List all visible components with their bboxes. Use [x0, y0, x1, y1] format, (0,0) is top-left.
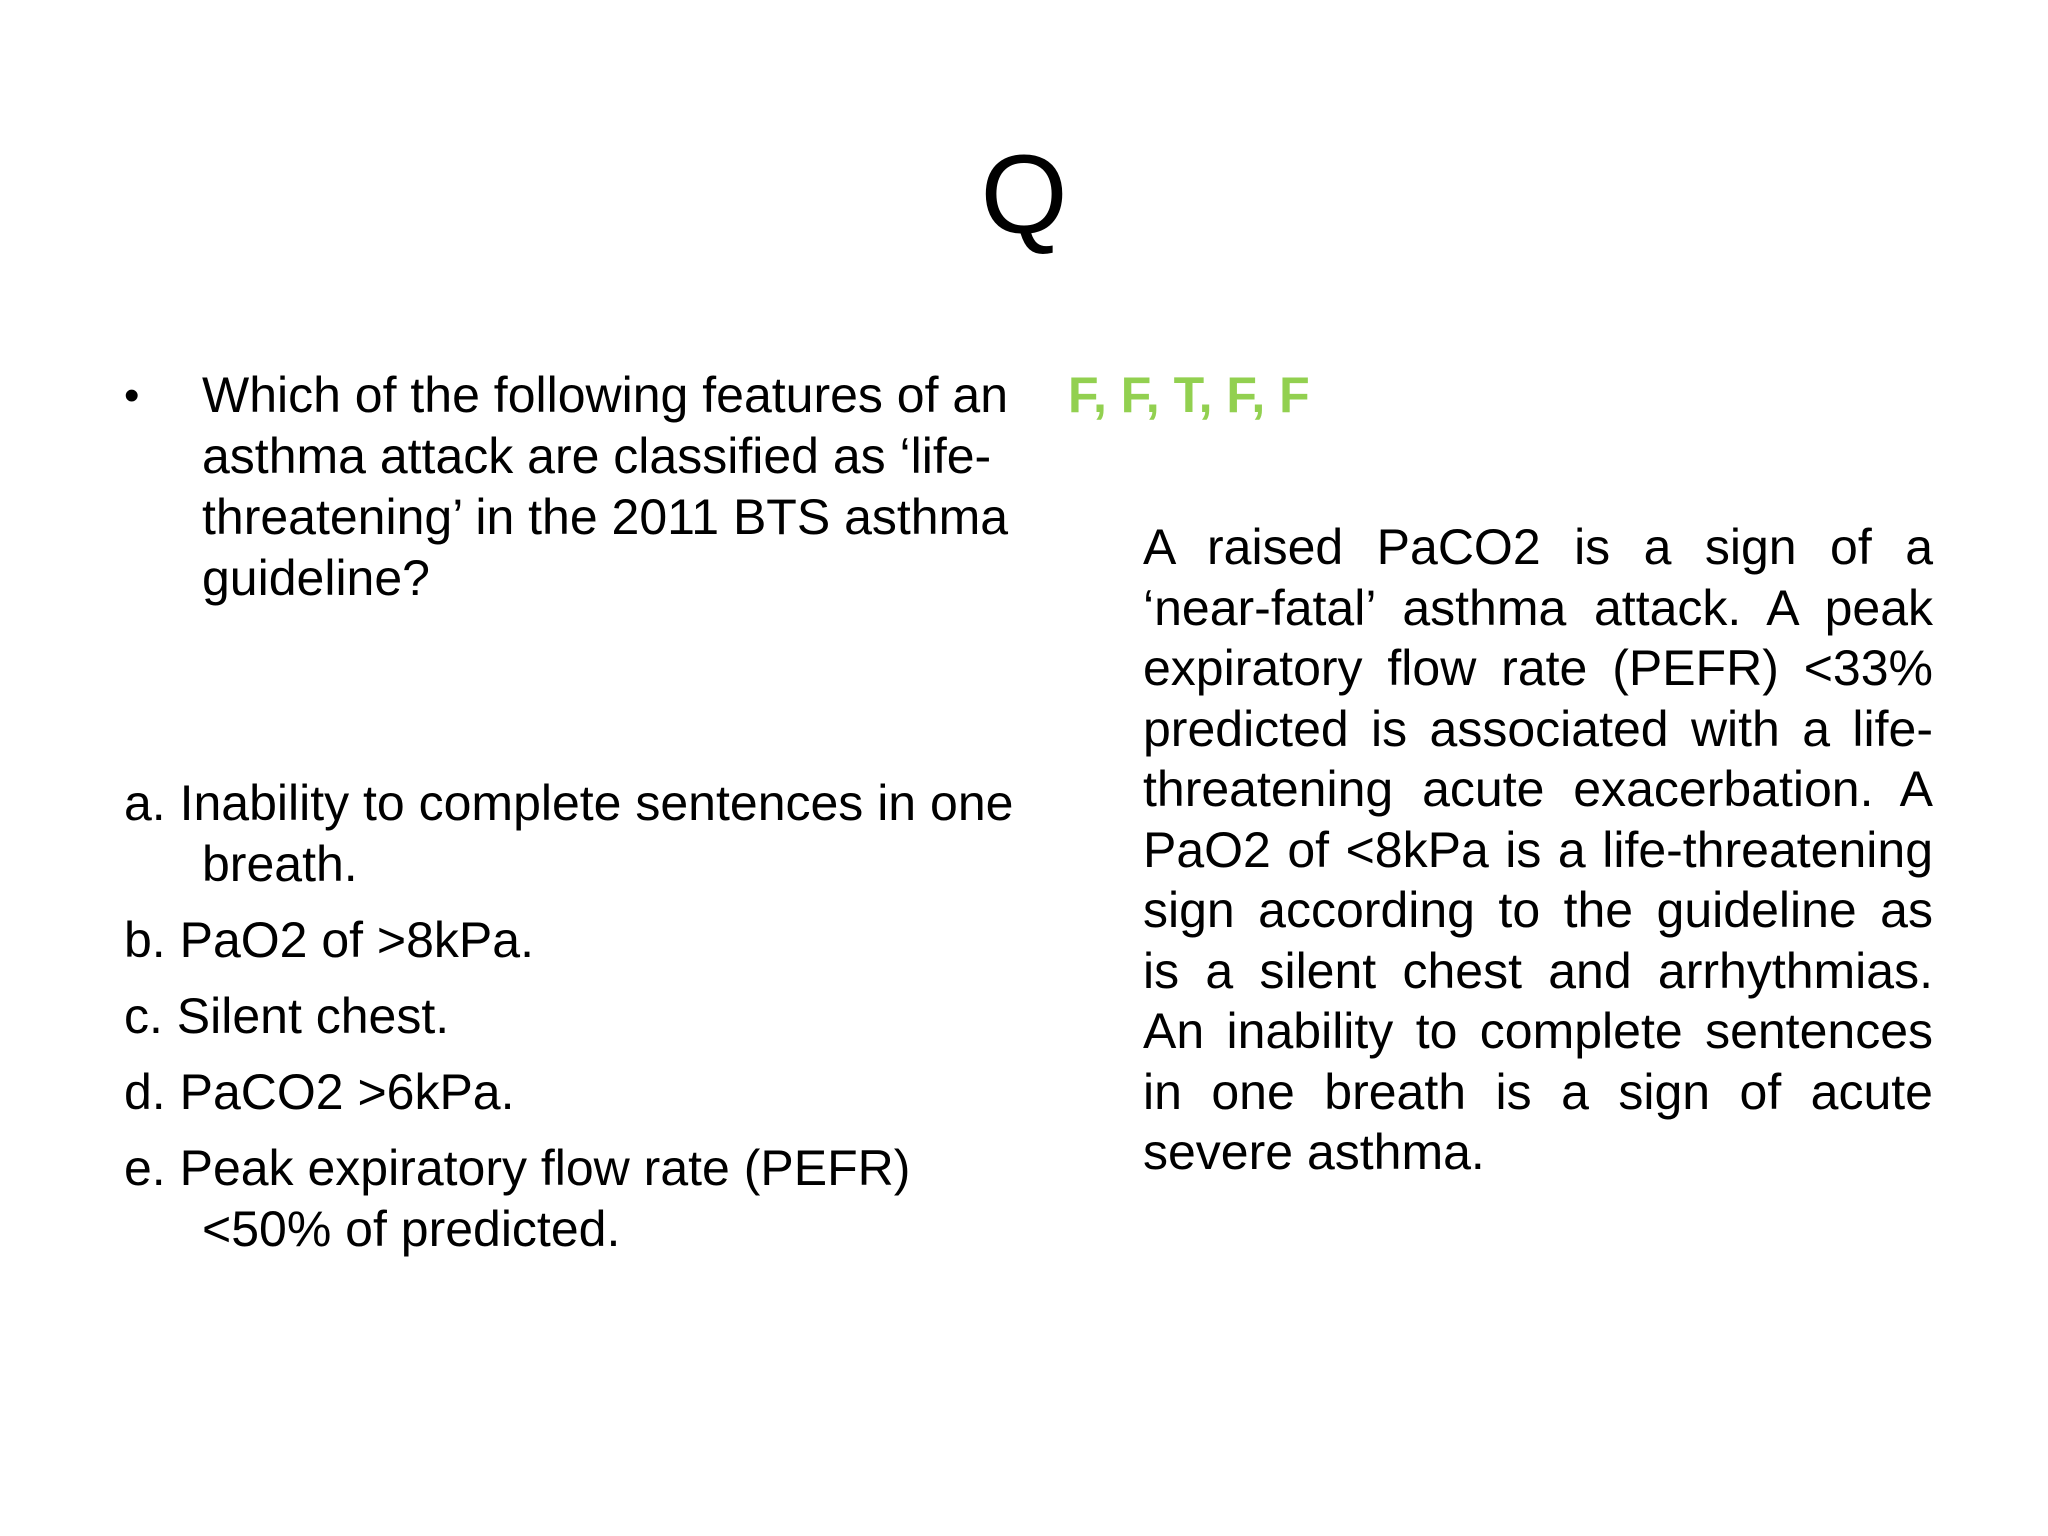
- answer-options-list: [124, 773, 1024, 1275]
- question-column: [124, 365, 1024, 1257]
- question-bullet-item: [124, 365, 1024, 609]
- bullet-icon: •: [124, 371, 140, 420]
- option-b: b. PaO2 of >8kPa.: [124, 912, 534, 968]
- slide-title: Q: [980, 132, 1068, 257]
- option-d: d. PaCO2 >6kPa.: [124, 1064, 515, 1120]
- question-text: Which of the following features of an asthma attack are classified as ‘life-threatening’ in the 2011 BTS asthma guideline?: [202, 367, 1009, 606]
- explanation-text: A raised PaCO2 is a sign of a ‘near-fatal’ asthma attack. A peak expiratory flow rate (PEFR) <33% predicted is associated with a life-threatening acute exacerbation. A PaO2 of <8kPa is a life-threatening sign according to the guideline as is a silent chest and arrhythmias. An inability to complete sentences in one breath is a sign of acute severe asthma.: [1143, 519, 1933, 1180]
- answer-key: F, F, T, F, F: [1068, 367, 1310, 423]
- option-c: c. Silent chest.: [124, 988, 450, 1044]
- option-e: e. Peak expiratory flow rate (PEFR) <50% of predicted.: [124, 1140, 911, 1257]
- option-a: a. Inability to complete sentences in one breath.: [124, 775, 1014, 892]
